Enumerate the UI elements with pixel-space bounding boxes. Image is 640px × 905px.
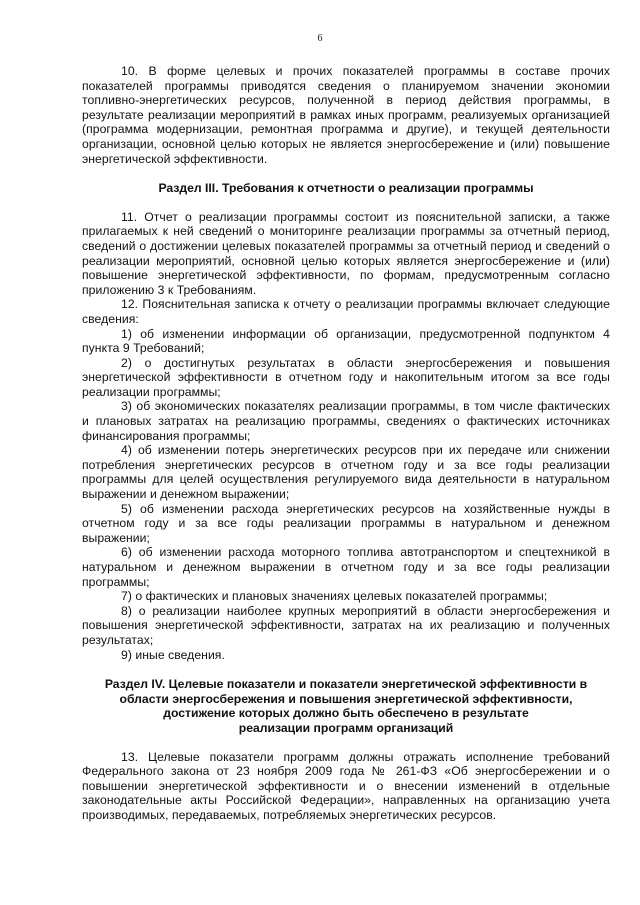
paragraph-11: 11. Отчет о реализации программы состоит из пояснительной записки, а также прилагаемых к ней сведений о мониторинге реализации программы за отчетный период, сведений о достижении целевых показателей программы за отчетный период и сведений о реализации мероприятий, основной целью которых является энергосбережение и (или) повышение энергетической эффективности, по формам, предусмотренным согласно приложению 3 к Требованиям.: [82, 209, 610, 297]
page-number: 6: [317, 33, 323, 44]
section-4-title-line: Раздел IV. Целевые показатели и показатели энергетической эффективности в: [104, 677, 588, 692]
list-item-3: 3) об экономических показателях реализации программы, в том числе фактических и плановых затратах на реализацию программы, сведениях о фактических источниках финансирования программы;: [82, 399, 610, 443]
list-item-8: 8) о реализации наиболее крупных мероприятий в области энергосбережения и повышения энергетической эффективности, затратах на их реализацию и полученных результатах;: [82, 603, 610, 647]
section-3-title: Раздел III. Требования к отчетности о реализации программы: [158, 181, 534, 196]
paragraph-13: 13. Целевые показатели программ должны отражать исполнение требований Федерального закона от 23 ноября 2009 года № 261-ФЗ «Об энергосбережении и о повышении энергетической эффективности и о внесении изменений в отдельные законодательные акты Российской Федерации», направленных на организацию учета производимых, передаваемых, потребляемых энергетических ресурсов.: [82, 749, 610, 822]
paragraph-12: 12. Пояснительная записка к отчету о реализации программы включает следующие сведения:: [82, 297, 610, 326]
list-item-4: 4) об изменении потерь энергетических ресурсов при их передаче или снижении потребления энергетических ресурсов в отчетном году и за все годы реализации программы для целей осуществления регулируемого вида деятельности в натуральном выражении и денежном выражении;: [82, 443, 610, 502]
list-item-5: 5) об изменении расхода энергетических ресурсов на хозяйственные нужды в отчетном году и за все годы реализации программы в натуральном и денежном выражении;: [82, 501, 610, 545]
section-4-title-line: реализации программ организаций: [238, 720, 454, 735]
document-body: [82, 64, 610, 823]
list-item-1: 1) об изменении информации об организации, предусмотренной подпунктом 4 пункта 9 Требований;: [82, 326, 610, 356]
section-4-title-line: достижение которых должно быть обеспечено в результате: [163, 706, 529, 721]
section-4-title: [82, 677, 610, 735]
section-4-title-line: области энергосбережения и повышения энергетической эффективности,: [119, 691, 573, 706]
paragraph-10: 10. В форме целевых и прочих показателей программы в составе прочих показателей программы приводятся сведения о планируемом значении экономии топливно-энергетических ресурсов, полученной в период действия программы, в результате реализации мероприятий в рамках иных программ, реализуемых организацией (программа модернизации, ремонтная программа и другие), и текущей деятельности организации, основной целью которых не является энергосбережение и (или) повышение энергетической эффективности.: [82, 64, 610, 166]
list-item-2: 2) о достигнутых результатах в области энергосбережения и повышения энергетической эффективности в отчетном году и накопительным итогом за все годы реализации программы;: [82, 355, 610, 399]
list-item-6: 6) об изменении расхода моторного топлива автотранспортом и спецтехникой в натуральном и денежном выражении в отчетном году и за все годы реализации программы;: [82, 545, 610, 589]
list-item-9: 9) иные сведения.: [121, 647, 225, 662]
list-item-7: 7) о фактических и плановых значениях целевых показателей программы;: [121, 589, 548, 604]
